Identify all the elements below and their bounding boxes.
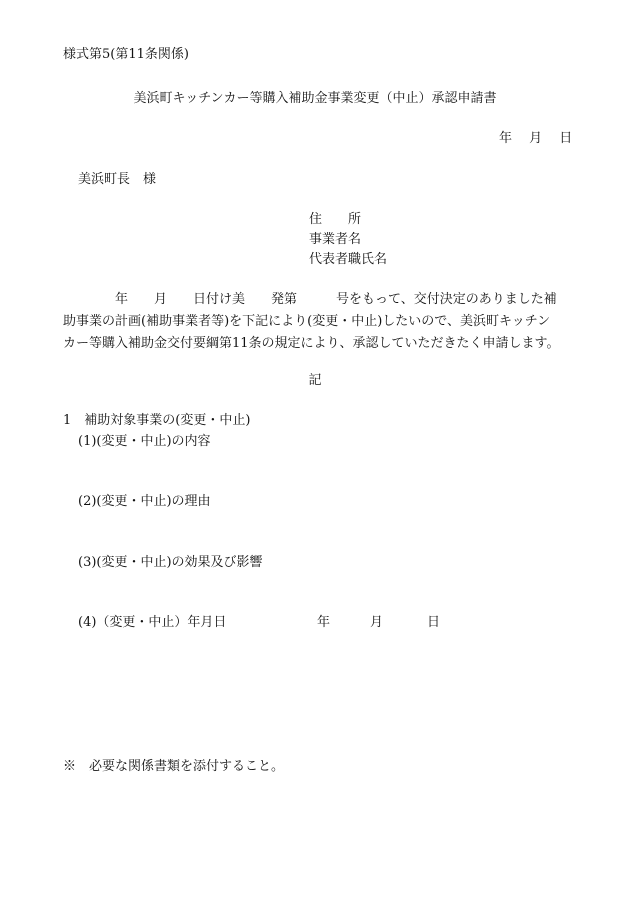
item-4-month: 月 — [370, 615, 384, 630]
item-4-year: 年 — [317, 615, 331, 630]
ki-heading: 記 — [308, 373, 322, 388]
item-1-content: (1)(変更・中止)の内容 — [78, 434, 211, 449]
item-4-day: 日 — [427, 615, 441, 630]
item-4-date: (4)（変更・中止）年月日 — [78, 615, 227, 630]
body-line: 年 月 日付け美 発第 号をもって、交付決定のありました補 — [63, 292, 557, 307]
document-title: 美浜町キッチンカー等購入補助金事業変更（中止）承認申請書 — [133, 91, 497, 106]
addressee: 美浜町長 様 — [78, 172, 157, 187]
body-line: 助事業の計画(補助事業者等)を下記により(変更・中止)したいので、美浜町キッチン — [63, 314, 551, 329]
section-1-heading: 1 補助対象事業の(変更・中止) — [63, 413, 251, 428]
form-reference: 様式第5(第11条関係) — [63, 47, 189, 62]
business-name-label: 事業者名 — [309, 232, 362, 247]
address-label: 住 所 — [309, 212, 362, 227]
representative-label: 代表者職氏名 — [309, 252, 388, 267]
item-3-effect: (3)(変更・中止)の効果及び影響 — [78, 555, 263, 570]
body-line: カー等購入補助金交付要綱第11条の規定により、承認していただきたく申請します。 — [63, 336, 560, 351]
date-line: 年 月 日 — [499, 131, 573, 146]
attachment-note: ※ 必要な関係書類を添付すること。 — [63, 759, 285, 774]
item-2-reason: (2)(変更・中止)の理由 — [78, 494, 211, 509]
body-paragraph — [63, 289, 578, 355]
